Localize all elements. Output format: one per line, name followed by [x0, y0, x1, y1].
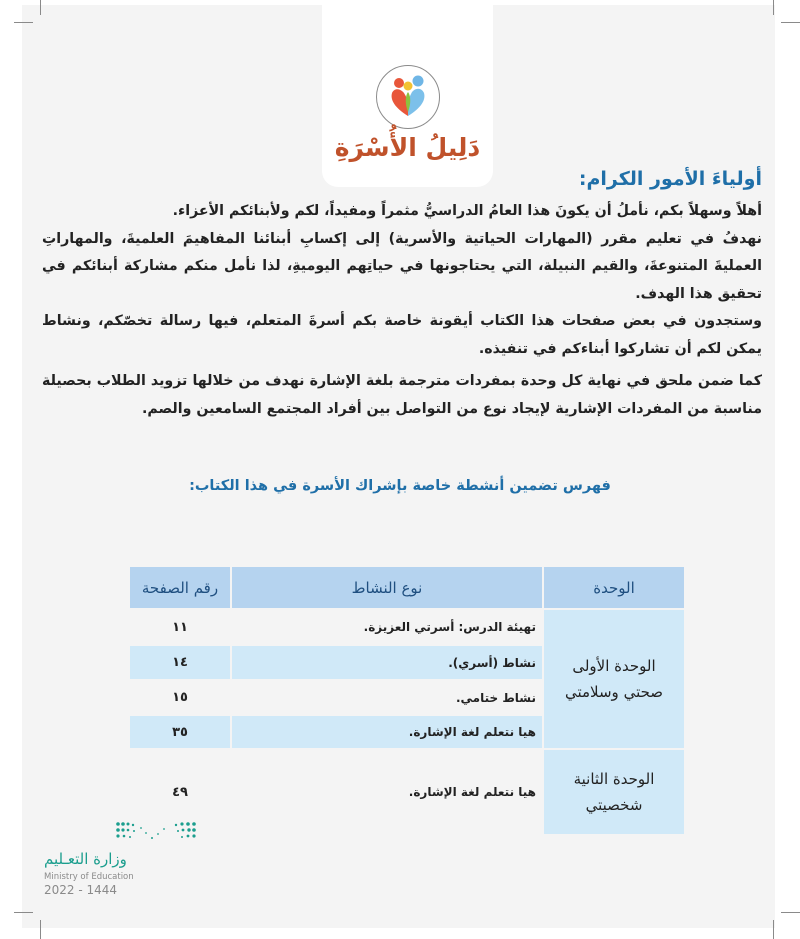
- activity-cell: نشاط (أسري).: [231, 645, 543, 680]
- crop-mark-top-right-h: [781, 22, 800, 23]
- paragraph-icon: وستجدون في بعض صفحات هذا الكتاب أيقونة خاصة بكم أسرةَ المتعلم، فيها رسالة تخصّكم، ونشاط يمكن لكم أن تشاركوا أبناءكم في تنفيذه.: [42, 313, 762, 357]
- unit-name: الوحدة الأولى: [572, 657, 656, 675]
- page-cell: ١١: [129, 609, 231, 645]
- ministry-dots-logo-icon: [114, 820, 199, 842]
- crop-mark-bottom-left-h: [14, 912, 33, 913]
- crop-mark-top-right-v: [773, 0, 774, 15]
- crop-mark-bottom-right-v: [773, 920, 774, 939]
- crop-mark-top-left-h: [14, 22, 33, 23]
- unit-subtitle: صحتي وسلامتي: [564, 683, 664, 701]
- parents-heading: أولياءَ الأمور الكرام:: [578, 168, 762, 190]
- header-page: رقم الصفحة: [129, 566, 231, 609]
- ministry-name-arabic: وزارة التعـليم: [44, 850, 127, 868]
- unit-subtitle: شخصيتي: [585, 796, 643, 814]
- crop-mark-bottom-left-v: [40, 920, 41, 939]
- unit-name: الوحدة الثانية: [573, 770, 655, 788]
- intro-body: [42, 198, 762, 423]
- page-cell: ١٥: [129, 680, 231, 715]
- family-activities-table: [128, 565, 686, 836]
- unit-cell: [543, 609, 685, 749]
- page-cell: ٤٩: [129, 749, 231, 835]
- activity-cell: نشاط ختامي.: [231, 680, 543, 715]
- crop-mark-bottom-right-h: [781, 912, 800, 913]
- activity-cell: هيا نتعلم لغة الإشارة.: [231, 715, 543, 749]
- header-unit: الوحدة: [543, 566, 685, 609]
- crop-mark-top-left-v: [40, 0, 41, 15]
- activity-cell: تهيئة الدرس: أسرتي العزيزة.: [231, 609, 543, 645]
- unit-cell: [543, 749, 685, 835]
- family-heart-icon: [376, 65, 440, 129]
- table-header-row: [129, 566, 685, 609]
- activity-cell: هيا نتعلم لغة الإشارة.: [231, 749, 543, 835]
- paragraph-welcome: أهلاً وسهلاً بكم، نأملُ أن يكونَ هذا العامُ الدراسيُّ مثمراً ومفيداً، لكم ولأبنائكم الأعزاء.: [172, 203, 762, 219]
- table-row: [129, 749, 685, 835]
- family-guide-card: [322, 5, 493, 187]
- page-cell: ١٤: [129, 645, 231, 680]
- header-activity: نوع النشاط: [231, 566, 543, 609]
- family-guide-title: دَلِيلُ الأُسْرَةِ: [334, 133, 481, 162]
- ministry-name-english: Ministry of Education: [44, 872, 134, 882]
- page-cell: ٣٥: [129, 715, 231, 749]
- paragraph-goal: نهدفُ في تعليم مقرر (المهارات الحياتية والأسرية) إلى إكسابِ أبنائنا المفاهيمَ العلميةَ، والمهاراتِ العمليةَ المتنوعةَ، والقيم النبيلة، التي يحتاجونها في حياتِهم اليوميةِ، لذا نأمل منكم مشاركة أبنائكم في تحقيق هذا الهدف.: [42, 230, 762, 302]
- table-row: [129, 609, 685, 645]
- paragraph-sign-language: كما ضمن ملحق في نهاية كل وحدة بمفردات مترجمة بلغة الإشارة نهدف من خلالها تزويد الطلاب بحصيلة مناسبة من المفردات الإشارية لإيجاد نوع من التواصل بين أفراد المجتمع السامعين والصم.: [42, 373, 762, 417]
- index-subheading: فهرس تضمين أنشطة خاصة بإشراك الأسرة في هذا الكتاب:: [189, 478, 611, 494]
- edition-year: 2022 - 1444: [44, 883, 118, 897]
